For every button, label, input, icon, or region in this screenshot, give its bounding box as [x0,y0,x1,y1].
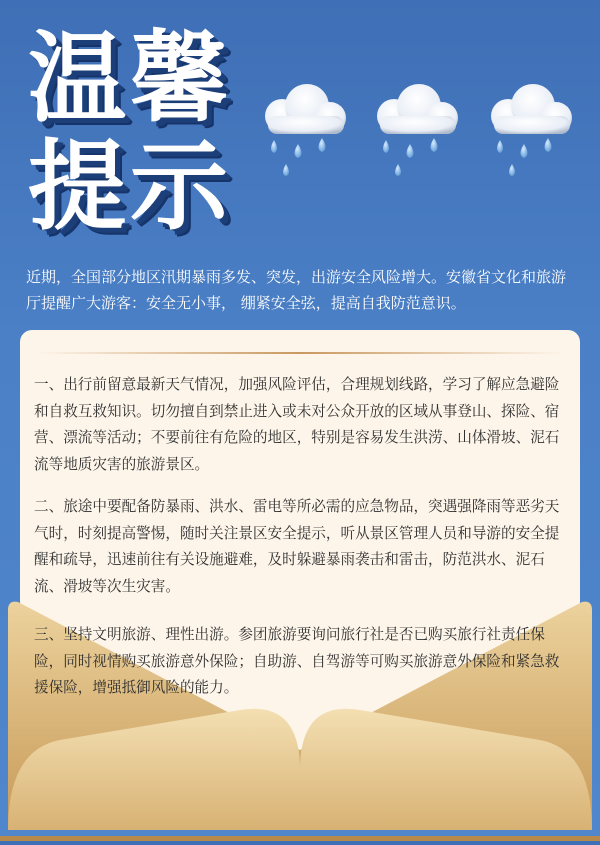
tip-3: 三、坚持文明旅游、理性出游。参团旅游要询问旅行社是否已购买旅行社责任保险，同时视情购买旅游意外保险；自助游、自驾游等可购买旅游意外保险和紧急救援保险，增强抵御风险的能力。 [34,626,560,696]
card-divider [36,352,564,354]
rain-clouds [246,78,586,198]
rain-cloud-icon [252,78,352,188]
tip-1: 一、出行前留意最新天气情况，加强风险评估，合理规划线路，学习了解应急避险和自救互救知识。切勿擅自到禁止进入或未对公众开放的区域从事登山、探险、宿营、漂流等活动；不要前往有危险的地区，特别是容易发生洪涝、山体滑坡、泥石流等地质灾害的旅游景区。 [34,376,560,473]
rain-cloud-icon [364,78,464,188]
title-line-1: 温馨 [28,22,233,136]
title-block [28,22,258,252]
tip-2: 二、旅途中要配备防暴雨、洪水、雷电等所必需的应急物品，突遇强降雨等恶劣天气时，时刻提高警惕，随时关注景区安全提示，听从景区管理人员和导游的安全提醒和疏导，迅速前往有关设施避难，及时躲避暴雨袭击和雷击，防范洪水、泥石流、滑坡等次生灾害。 [34,498,560,595]
rain-cloud-icon [478,78,578,188]
title-line-2: 提示 [28,130,233,244]
intro-text: 近期，全国部分地区汛期暴雨多发、突发，出游安全风险增大。安徽省文化和旅游厅提醒广大游客：安全无小事， 绷紧安全弦，提高自我防范意识。 [26,268,567,312]
